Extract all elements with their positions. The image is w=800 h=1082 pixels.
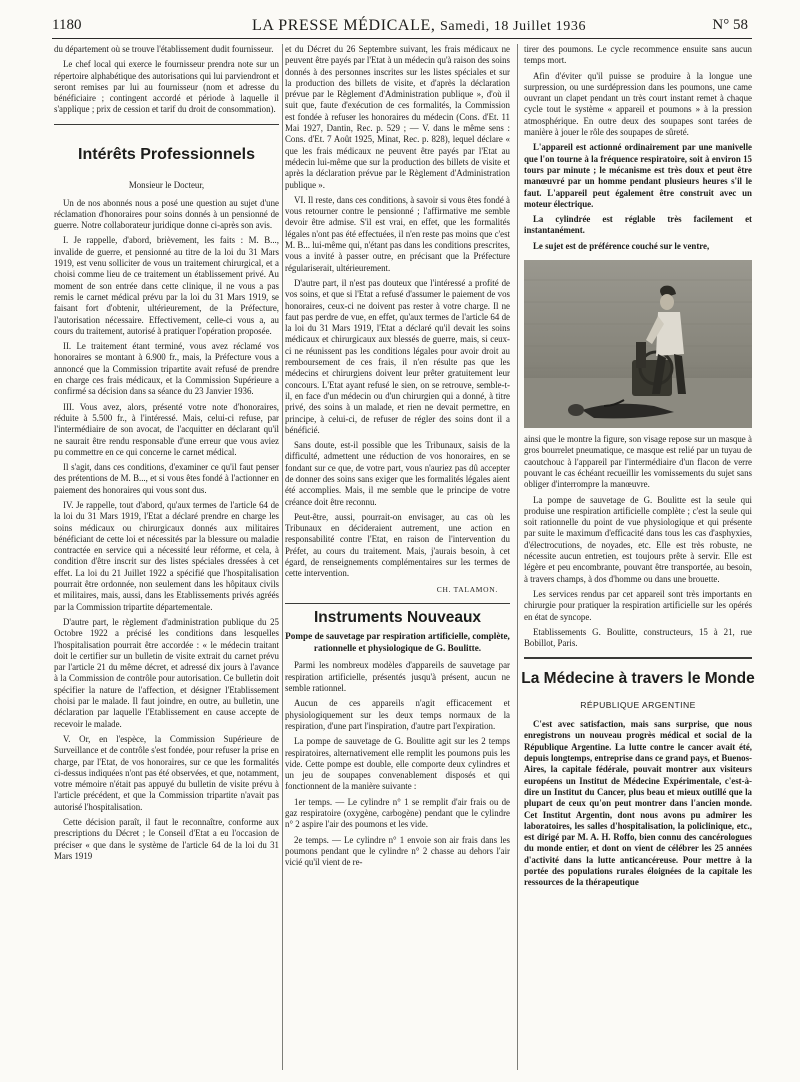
author-signature: CH. TALAMON. [436,584,498,594]
paragraph: III. Vous avez, alors, présenté votre note d'honoraires, réduite à 5.500 fr., à l'intéressé. Mais, celui-ci refuse, par l'intermédiaire de son avocat, de l'acquitter en déclarant qu'il ne saurait être rendu responsable d'une erreur que vous aviez pu commettre en ce qui concerne le carnet médical. [54,401,279,457]
article-subhead: Pompe de sauvetage par respiration artificielle, complète, rationnelle et physiologique de G. Boulitte. [285,631,510,653]
paragraph: tirer des poumons. Le cycle recommence ensuite sans aucun temps mort. [524,44,752,66]
section-rule [54,124,279,125]
paragraph: Sans doute, est-il possible que les Tribunaux, saisis de la difficulté, admettent une réduction de vos honoraires, en se fondant sur ce que, de votre part, vous n'auriez pas dû accepter de donner des soins sans exiger que les formalités légales aient été accomplies. Mais, il me semble que le principe de votre créance doit être reconnu. [285,440,510,507]
paragraph: II. Le traitement étant terminé, vous avez réclamé vos honoraires se montant à 6.900 fr., mais, la Préfecture vous a annoncé que la Commission tripartite avait refusé de prendre en charge ces frais médicaux, et la Commission Supérieure a confirmé sa décision dans sa séance du 23 Janvier 1936. [54,341,279,397]
column-1 [54,44,279,866]
paragraph: 2e temps. — Le cylindre n° 1 envoie son air frais dans les poumons pendant que le cylindre n° 2 chasse au dehors l'air vicié qu'il vient de re- [285,834,510,868]
paragraph: VI. Il reste, dans ces conditions, à savoir si vous êtes fondé à vous retourner contre le pensionné ; l'affirmative me semble devoir être admise. S'il est vrai, en effet, que les formalités légales n'ont pas été effectuées, il n'en reste pas moins que c'est M. B... lui-même qui, n'étant pas dans les conditions prescrites, vous a invité à passer outre, en précisant que la Préfecture régulariserait, ultérieurement. [285,194,510,273]
paragraph: Parmi les nombreux modèles d'appareils de sauvetage par respiration artificielle, présentés jusqu'à présent, aucun ne semble rationnel. [285,660,510,694]
paragraph: L'appareil est actionné ordinairement par une manivelle que l'on tourne à la fréquence respiratoire, soit à environ 15 tours par minute ; le mécanisme est très doux et peut être manœuvré par un homme pendant plusieurs heures s'il le faut. L'appareil peut également être construit avec un moteur électrique. [524,142,752,209]
section-rule [524,657,752,658]
paragraph: IV. Je rappelle, tout d'abord, qu'aux termes de l'article 64 de la loi du 31 Mars 1919, l'Etat a déclaré prendre en charge les soins médicaux ou chirurgicaux donnés aux militaires bénéficiant de cette loi et nécessités par la blessure ou maladie contractée en service qui a nécessité leur réforme, et cela, à condition d'être inscrit sur des listes spéciales dressées à cet effet. La loi du 21 Juillet 1922 a spécifié que l'hospitalisation pourrait être ordonnée, non seulement dans les hôpitaux civils et militaires, mais, aussi, dans les Etablissements privés agréés par la Commission tripartite départementale. [54,499,279,612]
paragraph: D'autre part, le règlement d'administration publique du 25 Octobre 1922 a précisé les conditions dans lesquelles l'hospitalisation pourrait être accordée : « le médecin traitant doit le certifier sur un bulletin de visite extrait du carnet prévu par l'article 21 du même décret, et adressé dix jours à l'avance à la Commission de contrôle pour autorisation. Ce bulletin doit spécifier la nature de l'affection, et désigner l'Etablissement choisi par le malade. Il faut joindre, en outre, au bulletin, une déclaration par laquelle l'Etablissement en cause accepte de recevoir le malade. [54,616,279,729]
country-heading: RÉPUBLIQUE ARGENTINE [580,699,696,710]
paragraph: Il s'agit, dans ces conditions, d'examiner ce qu'il faut penser des prétentions de M. B..., et si vous êtes fondé à l'actionner en paiement des honoraires qui vous sont dus. [54,462,279,495]
section-rule [285,603,510,604]
paragraph: I. Je rappelle, d'abord, brièvement, les faits : M. B..., invalide de guerre, et pensionné au titre de la loi du 31 Mars 1919, est venu solliciter de vous un traitement chirurgical, et a choisi comme lieu de ce traitement un établissement privé. Au moment de son entrée dans cette clinique, il ne vous a pas remis le carnet médical prévu par la loi du 31 Mars 1919, se faisant fort d'obtenir, ultérieurement, de la Préfecture, l'autorisation nécessaire. Effectivement, celle-ci vous a, au cours du traitement, autorisé à pratiquer l'opération proposée. [54,235,279,336]
column-divider [282,44,283,1070]
rescue-pump-photo [524,260,752,428]
paragraph: Peut-être, aussi, pourrait-on envisager, au cas où les Tribunaux en décideraient autrement, une action en responsabilité contre l'Etat, en raison de l'intervention du Préfet, au cours du traitement. Mais, j'aurais besoin, à cet égard, de renseignements complémentaires sur les termes de cette intervention. [285,511,510,579]
paragraph: C'est avec satisfaction, mais sans surprise, que nous enregistrons un nouveau progrès médical et social de la République Argentine. La lutte contre le cancer avait été, depuis longtemps, entreprise dans ce grand pays, et Buenos-Aires, la capitale fédérale, pouvait montrer aux visiteurs européens un Institut de Médecine Expérimentale, c'est-à-dire un Institut du Cancer, plus beau et mieux outillé que la plupart de ceux qu'on peut montrer dans l'ancien monde. Cet Institut Argentin, dont nous avons pu admirer les laboratoires, les salles d'hospitalisation, la policlinique, etc., est dirigé par M. A. H. Roffo, bien connu des cancérologues du monde entier, et dont on vient de célébrer les 25 années d'activité dans la lutte anticancéreuse. Pour mettre à la portée des populations rurales éloignées de la capitale les ressources de la thérapeutique [524,719,752,888]
section-title-medecine: La Médecine à travers le Monde [521,669,755,687]
issue-number: N° 58 [712,17,748,33]
paragraph: V. Or, en l'espèce, la Commission Supérieure de Surveillance et de contrôle s'est fondée, pour refuser la prise en charge, par l'Etat, de vos honoraires, sur ce que les formalités ci-dessus indiquées n'ont pas été observées, et que, notamment, votre mémoire n'était pas appuyé du bulletin de visite prévu à l'article précédent, et que la Commission tripartite n'avait pas autorisé l'hospitalisation. [54,733,279,812]
paragraph: Un de nos abonnés nous a posé une question au sujet d'une réclamation d'honoraires pour soins donnés à un pensionné de guerre. Notre collaborateur juridique donne ci-après son avis. [54,197,279,231]
paragraph: La pompe de sauvetage de G. Boulitte agit sur les 2 temps respiratoires, alternativement elle remplit les poumons puis les vide. Cette pompe est double, elle comporte deux cylindres et un jeu de soupapes convenablement disposés et qui fonctionnent de la manière suivante : [285,736,510,792]
journal-title [252,17,586,35]
salutation: Monsieur le Docteur, [128,180,205,191]
paragraph: Le chef local qui exerce le fournisseur prendra note sur un répertoire alphabétique des autorisations qui lui parviendront et seront remises par lui au fournisseur (nom et adresse du bénéficiaire ; contingent accordé et période à laquelle il s'applique ; prix de cession et tarif du droit de consommation). [54,59,280,115]
column-divider [517,44,518,1070]
paragraph: D'autre part, il n'est pas douteux que l'intéressé a profité de vos soins, et que si l'Etat a refusé d'assumer le paiement de vos honoraires, ceux-ci ne doivent pas rester à votre charge. Il ne faut pas perdre de vue, en effet, qu'aux termes de l'article 64 de la loi du 31 Mars 1919, l'Etat a déclaré qu'il devait les soins médicaux et chirurgicaux aux blessés de guerre, mais, si ceux-ci ne réunissent pas les conditions légales pour avoir droit au remboursement de ces frais, il n'en résulte pas que les médecins et chirurgiens doivent leur prêter gratuitement leur concours. L'Etat ayant refusé le sien, on se retrouve, semble-t-il, en face d'un médecin ou d'un chirurgien qui a donné, à titre privé, des soins à un malade, et rien ne devait permettre, en principe, à celui-ci, de refuser de régler des soins dont il a bénéficié. [285,277,510,435]
section-title-interets: Intérêts Professionnels [78,145,255,163]
paragraph: ainsi que le montre la figure, son visage repose sur un masque à gros bourrelet pneumatique, ce masque est relié par un tuyau de caoutchouc à l'appareil par l'intermédiaire d'un flacon de verre pouvant le cas échéant recueillir les vomissements du sujet sans obliger d'interrompre la manœuvre. [524,434,752,490]
column-3 [521,44,755,893]
paragraph: Afin d'éviter qu'il puisse se produire à la longue une surpression, ou une surdépression dans les poumons, une came ouvrant un clapet pendant un très court instant remet à chaque cycle tout le système « appareil et poumons » à la pression atmosphérique. En outre deux des soupapes sont tarées de manière à jouer le rôle des soupapes de sûreté. [524,70,752,138]
journal-name: LA PRESSE MÉDICALE, [252,17,436,34]
paragraph: du département où se trouve l'établissement dudit fournisseur. [54,44,274,54]
column-2 [285,44,510,872]
paragraph: La cylindrée est réglable très facilement et instantanément. [524,214,752,236]
page-header [52,14,752,39]
paragraph: et du Décret du 26 Septembre suivant, les frais médicaux ne peuvent être payés par l'Etat à un médecin qu'à raison des soins donnés à des personnes inscrites sur les listes spéciales et sur la production des billets de visite, et d'après la déclaration prévue par le Règlement d'Administration publique », d'où il suit que, faute d'exécution de ces formalités, la Commission est fondée à refuser les honoraires du médecin (Cons. d'Et. 11 Mai 1927, Dantin, Rec. p. 529 ; — V. dans le même sens : Cons. d'Et. 7 Août 1925, Minat, Rec. p. 828), lequel déclare « que les frais médicaux ne peuvent être payés par l'Etat au médecin lui-même que sur la production des billets de visite et après la déclaration prévue par le Règlement d'Administration publique ». [285,44,510,190]
section-title-instruments: Instruments Nouveaux [313,609,482,627]
issue-date: Samedi, 18 Juillet 1936 [440,19,587,34]
paragraph: Aucun de ces appareils n'agit efficacement et physiologiquement sur les deux temps normaux de la respiration, d'une part l'inspiration, d'autre part l'expiration. [285,698,510,731]
paragraph: Les services rendus par cet appareil sont très importants en chirurgie pour pratiquer la respiration artificielle sur les opérés en état de syncope. [524,588,752,622]
page-number: 1180 [52,17,82,33]
paragraph: Etablissements G. Boulitte, constructeurs, 15 à 21, rue Bobillot, Paris. [524,626,752,649]
paragraph: La pompe de sauvetage de G. Boulitte est la seule qui produise une respiration artificielle complète ; c'est la seule qui soit rationnelle du point de vue physiologique et qui présente par suite le maximum d'efficacité dans tous les cas d'asphyxies, d'électrocutions, de noyades, etc. Elle est très robuste, ne nécessite aucun entretien, est toujours prête à servir. Elle est légère et peu encombrante, pouvant être transportée, au besoin, à travers champs, à dos d'homme ou dans une brouette. [524,494,752,584]
paragraph: Cette décision paraît, il faut le reconnaître, conforme aux prescriptions du Décret ; le Conseil d'Etat a eu l'occasion de préciser « que dans le système de l'article 64 de la loi du 31 Mars 1919 [54,817,279,861]
paragraph: Le sujet est de préférence couché sur le ventre, [533,240,710,251]
paragraph: 1er temps. — Le cylindre n° 1 se remplit d'air frais ou de gaz respiratoire (oxygène, carbogène) pendant que le cylindre n° 2 aspire l'air des poumons et les vide. [285,796,510,830]
